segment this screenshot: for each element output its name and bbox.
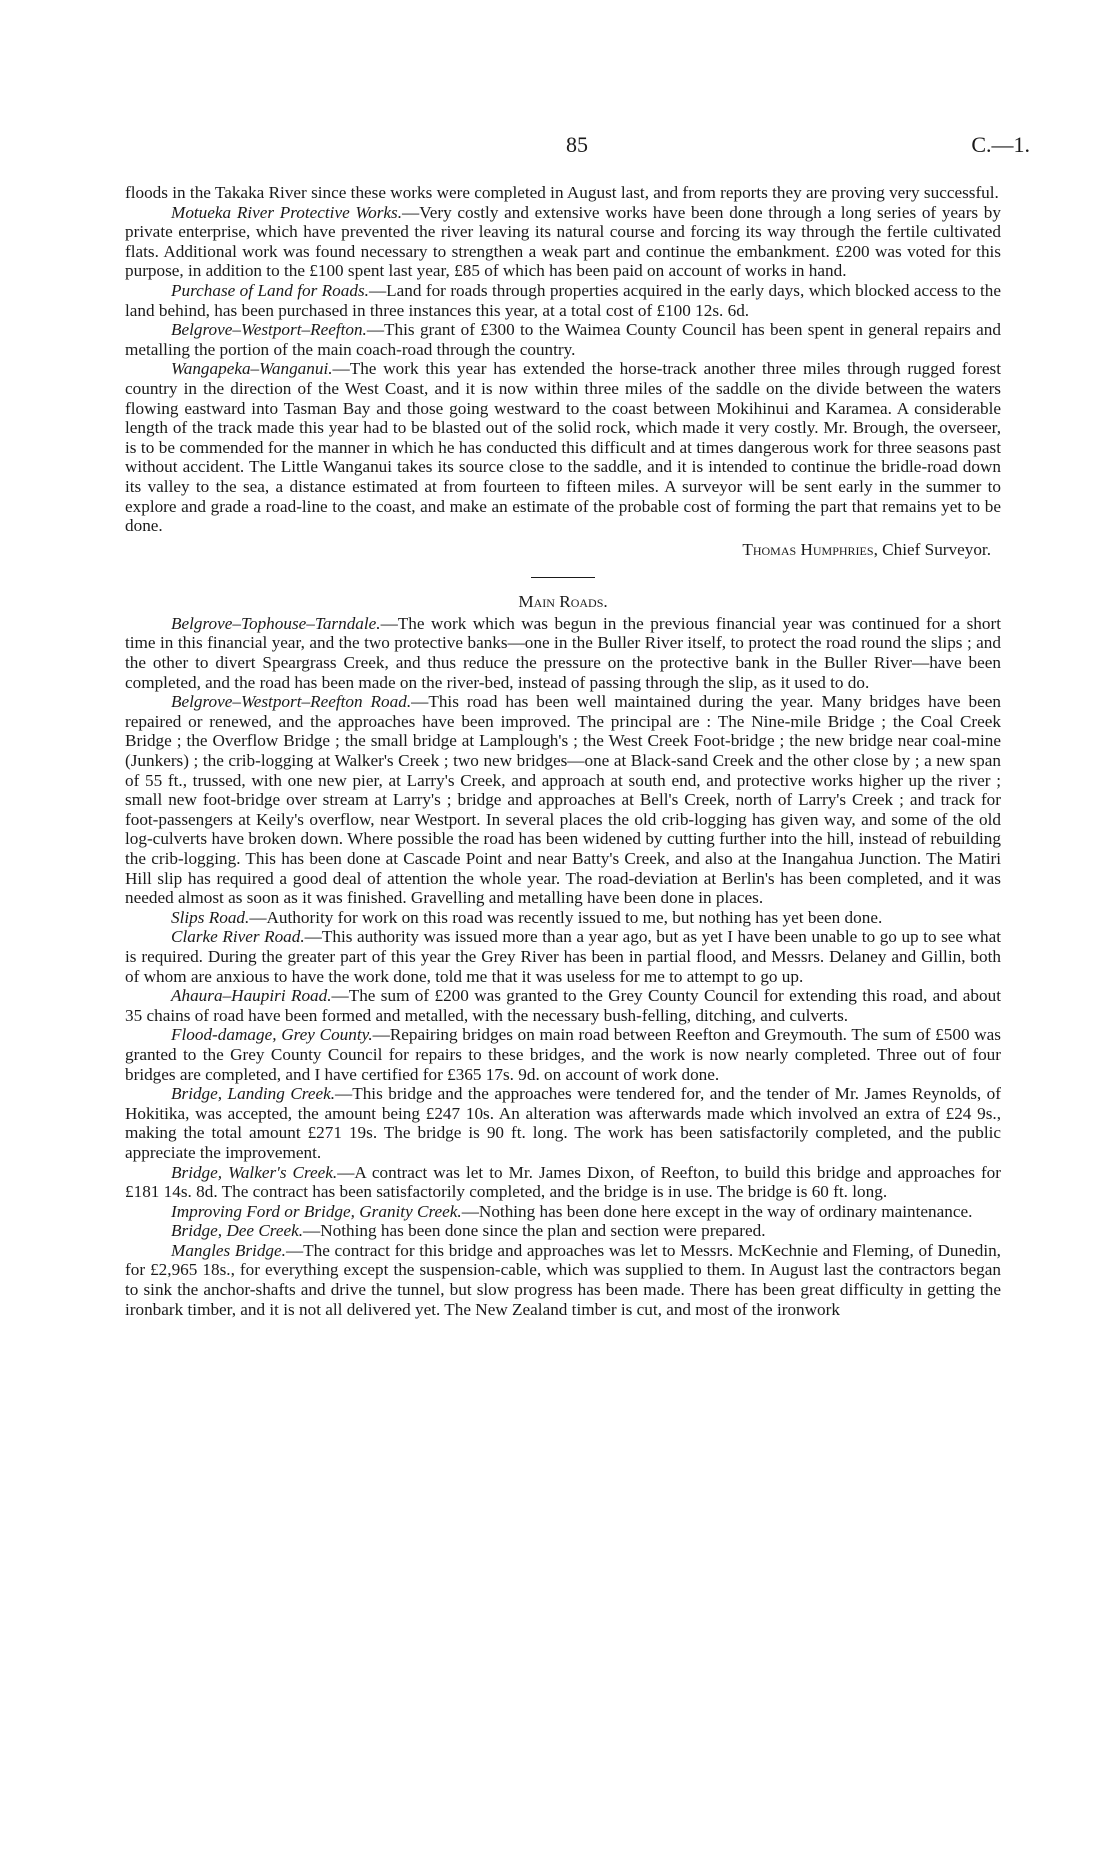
paragraph-text: —This bridge and the approaches were tendered for, and the tender of Mr. James Reynolds, of Hokitika, was accepted, the amount being £247 10s. An alteration was afterwards made which involved an extra of £24 9s., making the total amount £271 19s. The bridge is 90 ft. long. The work has been satisfactorily completed, and the public appreciate the improvement.	[125, 1084, 1001, 1162]
paragraph-heading: Belgrove–Westport–Reefton.	[171, 320, 367, 340]
paragraph-text: —This authority was issued more than a year ago, but as yet I have been unable to go up to see what is required. During the greater part of this year the Grey River has been in partial flood, and Messrs. Delaney and Gillin, both of whom are anxious to have the work done, told me that it was useless for me to attempt to go up.	[125, 927, 1001, 986]
paragraph-slips-road	[125, 908, 1001, 928]
paragraph-mangles-bridge	[125, 1241, 1001, 1319]
section-divider	[531, 577, 595, 578]
signature-title: , Chief Surveyor.	[873, 539, 991, 559]
paragraph-belgrove-westport-reefton-road	[125, 692, 1001, 908]
paragraph-bridge-landing-creek	[125, 1084, 1001, 1162]
paragraph-text: —Very costly and extensive works have been done through a long series of years by private enterprise, which have prevented the river leaving its natural course and forcing its way through the fertile cultivated flats. Additional work was found necessary to strengthen a weak part and continue the embankment. £200 was voted for this purpose, in addition to the £100 spent last year, £85 of which has been paid on account of works in hand.	[125, 202, 1001, 281]
paragraph-ahaura-haupiri-road	[125, 986, 1001, 1025]
paragraph-heading: Belgrove–Westport–Reefton Road.	[171, 692, 412, 712]
paragraph-heading: Bridge, Landing Creek.	[171, 1084, 336, 1104]
paragraph-heading: Clarke River Road.	[171, 927, 305, 947]
paragraph-heading: Wangapeka–Wanganui.	[171, 359, 333, 379]
paragraph-bridge-walkers-creek	[125, 1163, 1001, 1202]
paragraph-heading: Belgrove–Tophouse–Tarndale.	[171, 613, 381, 633]
paragraph-text: —Repairing bridges on main road between Reefton and Greymouth. The sum of £500 was granted to the Grey County Council for repairs to these bridges, and the work is now nearly completed. Three out of four bridges are completed, and I have certified for £365 17s. 9d. on account of work done.	[125, 1025, 1001, 1084]
paragraph-heading: Motueka River Protective Works.	[171, 202, 403, 222]
paragraph-text: —The work this year has extended the horse-track another three miles through rugged forest country in the direction of the West Coast, and it is now within three miles of the saddle on the divide between the waters flowing eastward into Tasman Bay and those going westward to the coast between Mokihinui and Karamea. A considerable length of the track made this year had to be blasted out of the solid rock, which made it very costly. Mr. Brough, the overseer, is to be commended for the manner in which he has conducted this difficult and at times dangerous work for three seasons past without accident. The Little Wanganui takes its source close to the saddle, and it is intended to continue the bridle-road down its valley to the sea, a distance estimated at from fourteen to fifteen miles. A surveyor will be sent early in the summer to explore and grade a road-line to the coast, and make an estimate of the probable cost of forming the part that remains yet to be done.	[125, 359, 1001, 536]
paragraph-flood-damage-grey-county	[125, 1025, 1001, 1084]
paragraph-text: —A contract was let to Mr. James Dixon, of Reefton, to build this bridge and approaches for £181 14s. 8d. The contract has been satisfactorily completed, and the bridge is in use. The bridge is 60 ft. long.	[125, 1162, 1001, 1202]
paragraph-text: —The work which was begun in the previous financial year was continued for a short time in this financial year, and the two protective banks—one in the Buller River itself, to protect the road round the slips ; and the other to divert Speargrass Creek, and thus reduce the pressure on the protective bank in the Buller River—have been completed, and the road has been made on the river-bed, instead of passing through the slip, as it used to do.	[125, 613, 1001, 692]
paragraph-text: —The sum of £200 was granted to the Grey County Council for extending this road, and about 35 chains of road have been formed and metalled, with the necessary bush-felling, ditching, and culverts.	[125, 986, 1001, 1025]
paragraph-text: —Authority for work on this road was recently issued to me, but nothing has yet been done.	[249, 907, 883, 927]
paragraph-heading: Slips Road.	[171, 907, 250, 927]
page-header	[0, 132, 1114, 162]
paragraph-belgrove-westport-reefton	[125, 320, 1001, 359]
paragraph-text: —Nothing has been done since the plan and section were prepared.	[303, 1221, 766, 1241]
paragraph-heading: Bridge, Dee Creek.	[171, 1221, 304, 1241]
continued-paragraph: floods in the Takaka River since these works were completed in August last, and from reports they are proving very successful.	[125, 183, 999, 202]
section-title-main-roads: Main Roads.	[518, 592, 608, 612]
body-text	[125, 183, 1001, 1319]
paragraph-belgrove-tophouse-tarndale	[125, 614, 1001, 692]
paragraph-text: —Land for roads through properties acquired in the early days, which blocked access to the land behind, has been purchased in three instances this year, at a total cost of £100 12s. 6d.	[125, 280, 1001, 320]
paragraph-heading: Flood-damage, Grey County.	[171, 1025, 373, 1045]
paragraph-heading: Ahaura–Haupiri Road.	[171, 986, 332, 1006]
paragraph-heading: Bridge, Walker's Creek.	[171, 1162, 338, 1182]
paragraph-heading: Mangles Bridge.	[171, 1240, 286, 1260]
paragraph-text: —Nothing has been done here except in the way of ordinary maintenance.	[461, 1201, 973, 1221]
paragraph-text: —This grant of £300 to the Waimea County Council has been spent in general repairs and metalling the portion of the main coach-road through the country.	[125, 320, 1001, 359]
paragraph-bridge-dee-creek	[125, 1221, 1001, 1241]
paragraph-clarke-river-road	[125, 927, 1001, 986]
paragraph-text: —The contract for this bridge and approaches was let to Messrs. McKechnie and Fleming, of Dunedin, for £2,965 18s., for everything except the suspension-cable, which was supplied to them. In August last the contractors began to sink the anchor-shafts and drive the tunnel, but slow progress has been made. There has been great difficulty in getting the ironbark timber, and it is not all delivered yet. The New Zealand timber is cut, and most of the ironwork	[125, 1240, 1001, 1319]
signature-name: Thomas Humphries	[742, 539, 874, 559]
page-number: 85	[566, 132, 588, 157]
paragraph-text: —This road has been well maintained during the year. Many bridges have been repaired or renewed, and the approaches have been improved. The principal are : The Nine-mile Bridge ; the Coal Creek Bridge ; the Overflow Bridge ; the small bridge at Lamplough's ; the West Creek Foot-bridge ; the new bridge near coal-mine (Junkers) ; the crib-logging at Walker's Creek ; two new bridges—one at Black-sand Creek and the other close by ; a new span of 55 ft., trussed, with one new pier, at Larry's Creek, and approach at south end, and protective works higher up the river ; small new foot-bridge over stream at Larry's ; bridge and approaches at Bell's Creek, north of Larry's Creek ; and track for foot-passengers at Keily's overflow, near Westport. In several places the old crib-logging has given way, and some of the old log-culverts have broken down. Where possible the road has been widened by cutting further into the hill, instead of rebuilding the crib-logging. This has been done at Cascade Point and near Batty's Creek, and also at the Inangahua Junction. The Matiri Hill slip has required a good deal of attention the whole year. The road-deviation at Berlin's has been completed, and it was needed almost as soon as it was finished. Gravelling and metalling have been done in places.	[125, 692, 1001, 908]
paragraph-heading: Purchase of Land for Roads.	[171, 280, 369, 300]
document-reference: C.—1.	[971, 132, 1030, 157]
paragraph-motueka-river	[125, 203, 1001, 281]
signature	[125, 540, 991, 560]
paragraph-granity-creek	[125, 1202, 1001, 1222]
paragraph-purchase-of-land	[125, 281, 1001, 320]
paragraph-wangapeka-wanganui	[125, 359, 1001, 535]
paragraph-heading: Improving Ford or Bridge, Granity Creek.	[171, 1201, 462, 1221]
